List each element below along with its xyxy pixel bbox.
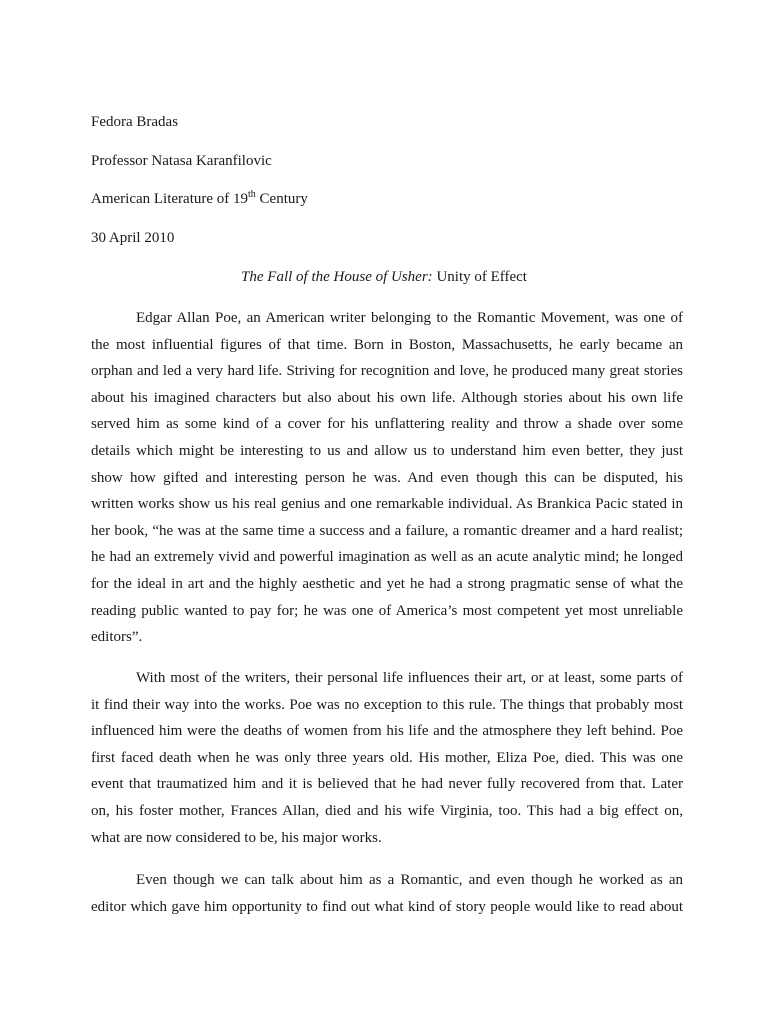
paragraph-line: influenced him were the deaths of women from his life and the atmosphere they left behind. Poe [91,723,683,740]
body-paragraph [91,665,683,851]
paragraph-line: it find their way into the works. Poe was no exception to this rule. The things that probably most [91,696,683,713]
paragraph-line: Edgar Allan Poe, an American writer belonging to the Romantic Movement, was one of [136,310,683,326]
paragraph-line: Even though we can talk about him as a Romantic, and even though he worked as an [136,872,683,888]
essay-title-subtitle: Unity of Effect [432,269,527,285]
paragraph-line: orphan and led a very hard life. Striving for recognition and love, he produced many great stories [91,363,683,380]
paragraph-line: served him as some kind of a cover for his unflattering reality and throw a shade over some [91,416,683,433]
course-name [91,189,308,209]
paragraph-line: for the ideal in art and the highly aesthetic and yet he had a strong pragmatic sense of what the [91,575,683,592]
professor-name: Professor Natasa Karanfilovic [91,153,272,169]
essay-title [0,267,768,287]
paragraph-line: written works show us his real genius and one remarkable individual. As Brankica Pacic stated in [91,496,683,513]
paragraph-line: what are now considered to be, his major works. [91,829,382,846]
paragraph-line: her book, “he was at the same time a success and a failure, a romantic dreamer and a hard realist; [91,522,683,539]
paragraph-line: reading public wanted to pay for; he was one of America’s most competent yet most unreliable [91,602,683,619]
paragraph-line: about his imagined characters but also about his own life. Although stories about his own life [91,389,683,406]
body-paragraph [91,305,683,651]
paragraph-line: he had an extremely vivid and powerful imagination as well as an acute analytic mind; he longed [91,549,683,566]
essay-title-work: The Fall of the House of Usher: [241,269,433,285]
essay-date: 30 April 2010 [91,230,175,246]
paragraph-line: editors”. [91,629,143,646]
body-paragraph [91,867,683,920]
paragraph-line: event that traumatized him and it is believed that he had never fully recovered from that. Later [91,776,683,793]
paragraph-line: the most influential figures of that time. Born in Boston, Massachusetts, he early became an [91,336,683,353]
course-superscript: th [248,189,256,200]
paragraph-line: editor which gave him opportunity to find out what kind of story people would like to read about [91,898,683,915]
paragraph-line: show how gifted and interesting person he was. And even though this can be disputed, his [91,469,683,486]
author-name: Fedora Bradas [91,114,179,130]
course-suffix: Century [255,191,308,207]
paragraph-line: With most of the writers, their personal life influences their art, or at least, some parts of [136,670,683,686]
paragraph-line: on, his foster mother, Frances Allan, died and his wife Virginia, too. This had a big effect on, [91,802,683,819]
course-prefix: American Literature of 19 [91,191,249,207]
paragraph-line: details which might be interesting to us and allow us to understand him even better, they just [91,442,683,459]
paragraph-line: first faced death when he was only three years old. His mother, Eliza Poe, died. This was one [91,749,683,766]
